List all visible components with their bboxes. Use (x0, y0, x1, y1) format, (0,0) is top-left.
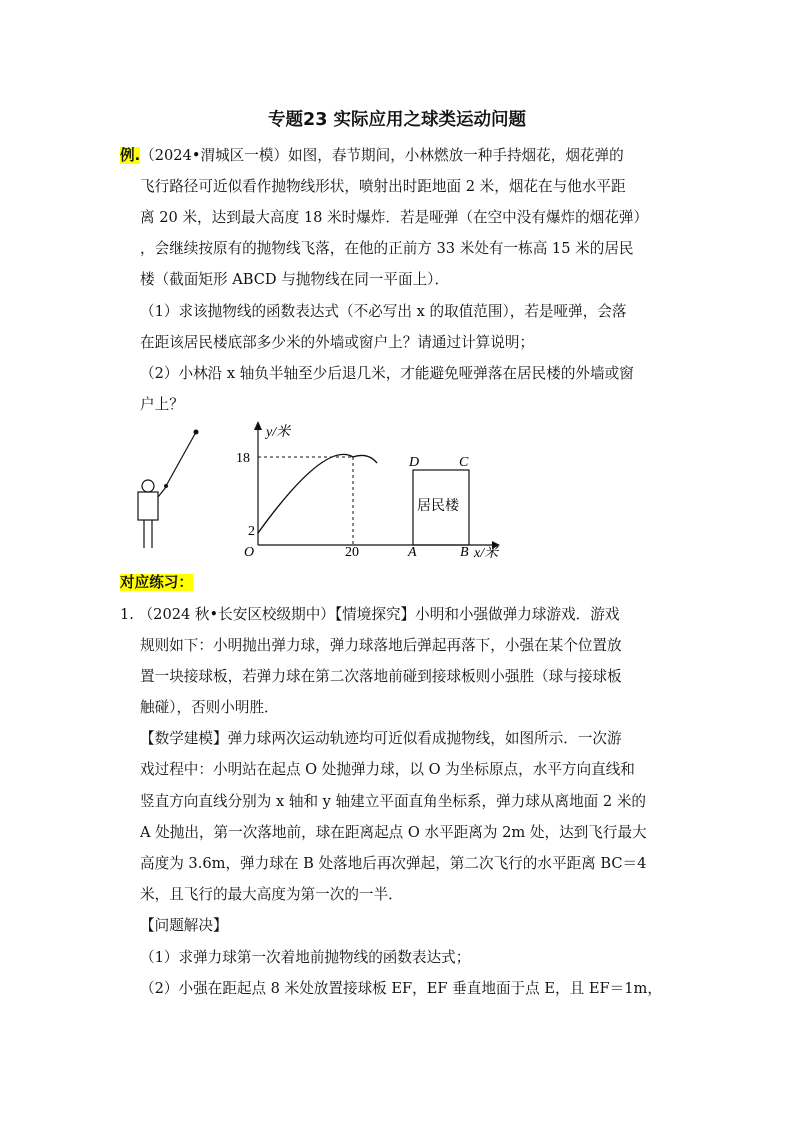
tick-label-20: 20 (345, 545, 359, 560)
problem1-line-12: （1）求弹力球第一次着地前抛物线的函数表达式； (140, 949, 471, 966)
y-axis-arrow (254, 421, 262, 430)
example-line-2: 飞行路径可近似看作抛物线形状，喷射出时距地面 2 米，烟花在与他水平距 (140, 178, 626, 195)
practice-heading: 对应练习： (120, 574, 193, 591)
example-line-7: 在距该居民楼底部多少米的外墙或窗户上？请通过计算说明； (140, 334, 535, 351)
problem1-line-1: 1. （2024 秋•长安区校级期中）【情境探究】小明和小强做弹力球游戏．游戏 (120, 606, 620, 623)
problem1-line-13: （2）小强在距起点 8 米处放置接球板 EF，EF 垂直地面于点 E，且 EF＝1m， (140, 980, 662, 997)
problem1-line-3: 置一块接球板，若弹力球在第二次落地前碰到接球板则小强胜（球与接球板 (140, 668, 622, 685)
point-c-label: C (459, 455, 469, 470)
tick-label-18: 18 (236, 451, 250, 466)
example-line-4: ，会继续按原有的抛物线飞落，在他的正前方 33 米处有一栋高 15 米的居民 (140, 240, 634, 257)
example-label: 例. (120, 147, 141, 164)
tick-label-2: 2 (248, 524, 255, 539)
page-title: 专题23 实际应用之球类运动问题 (268, 110, 526, 130)
person-arm (158, 487, 166, 497)
firework-stick (166, 432, 196, 486)
example-line-8: （2）小林沿 x 轴负半轴至少后退几米，才能避免哑弹落在居民楼的外墙或窗 (140, 365, 634, 382)
firework-hand (164, 484, 168, 488)
problem1-line-11: 【问题解决】 (140, 917, 228, 934)
example-line-3: 离 20 米，达到最大高度 18 米时爆炸．若是哑弹（在空中没有爆炸的烟花弹） (140, 209, 649, 226)
point-b-label: B (460, 545, 469, 560)
example-line-5: 楼（截面矩形 ABCD 与抛物线在同一平面上）． (140, 271, 450, 288)
point-d-label: D (409, 455, 420, 470)
problem1-line-2: 规则如下：小明抛出弹力球，弹力球落地后弹起再落下，小强在某个位置放 (140, 637, 622, 654)
example-line-6: （1）求该抛物线的函数表达式（不必写出 x 的取值范围），若是哑弹，会落 (140, 303, 627, 320)
point-a-label: A (408, 545, 417, 560)
person-head (142, 480, 154, 492)
example-line-1: 例.（2024•渭城区一模）如图，春节期间，小林燃放一种手持烟花，烟花弹的 (120, 147, 624, 164)
problem1-line-7: 竖直方向直线分别为 x 轴和 y 轴建立平面直角坐标系，弹力球从离地面 2 米的 (140, 793, 647, 810)
origin-label: O (244, 545, 255, 560)
problem1-line-6: 戏过程中：小明站在起点 O 处抛弹力球，以 O 为坐标原点，水平方向直线和 (140, 761, 635, 778)
x-axis-label: x/米 (474, 546, 499, 561)
problem1-line-10: 米，且飞行的最大高度为第一次的一半． (140, 886, 403, 903)
person-figure (138, 432, 196, 548)
firework-tip (194, 430, 199, 435)
problem1-line-5: 【数学建模】弹力球两次运动轨迹均可近似看成抛物线，如图所示．一次游 (140, 730, 622, 747)
example-line-9: 户上？ (140, 396, 184, 413)
parabola-curve (258, 454, 377, 533)
person-body (138, 492, 158, 520)
problem1-line-9: 高度为 3.6m，弹力球在 B 处落地后再次弹起，第二次飞行的水平距离 BC＝4 (140, 855, 647, 872)
building-label: 居民楼 (417, 499, 459, 514)
problem1-line-8: A 处抛出，第一次落地前，球在距离起点 O 水平距离为 2m 处，达到飞行最大 (140, 824, 647, 841)
problem1-line-4: 触碰），否则小明胜． (140, 699, 279, 716)
y-axis-label: y/米 (266, 425, 291, 440)
